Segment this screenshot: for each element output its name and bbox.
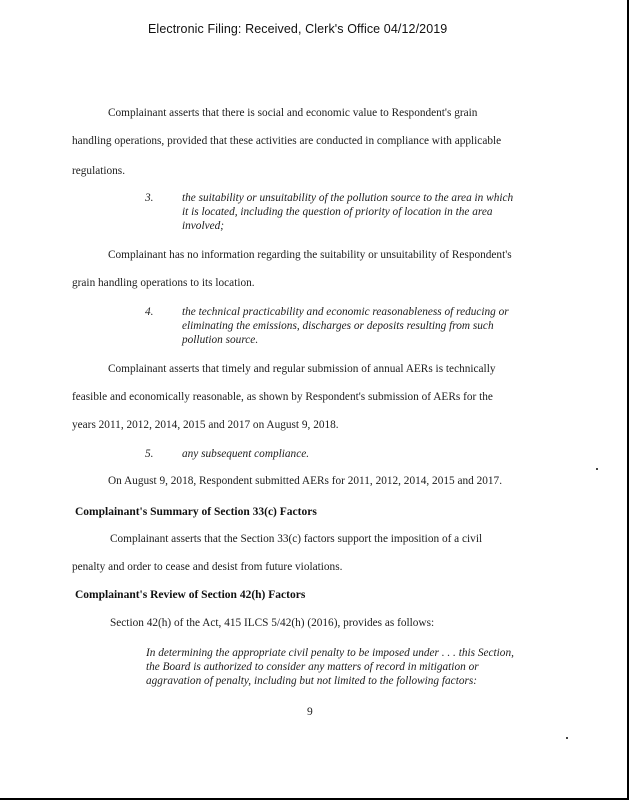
quote-line2: the Board is authorized to consider any matters of record in mitigation or xyxy=(146,661,479,673)
quote-line1: In determining the appropriate civil penalty to be imposed under . . . this Section, xyxy=(146,647,514,659)
para1-line1: Complainant asserts that there is social and economic value to Respondent's grain xyxy=(108,107,478,119)
item4-line1: the technical practicability and economic reasonableness of reducing or xyxy=(182,306,509,318)
para3-line1: Complainant asserts that timely and regular submission of annual AERs is technically xyxy=(108,363,496,375)
para5-line2: penalty and order to cease and desist from future violations. xyxy=(72,561,343,573)
item3-line1: the suitability or unsuitability of the pollution source to the area in which xyxy=(182,192,514,204)
para2-line1: Complainant has no information regarding the suitability or unsuitability of Respondent's xyxy=(108,249,512,261)
para5-line1: Complainant asserts that the Section 33(c) factors support the imposition of a civil xyxy=(110,533,483,545)
section-heading-42h: Complainant's Review of Section 42(h) Factors xyxy=(75,589,306,601)
item4-line3: pollution source. xyxy=(182,334,259,346)
para3-line3: years 2011, 2012, 2014, 2015 and 2017 on August 9, 2018. xyxy=(72,419,339,431)
para3-line2: feasible and economically reasonable, as shown by Respondent's submission of AERs for the xyxy=(72,391,493,403)
scan-speck xyxy=(566,737,568,739)
item4-line2: eliminating the emissions, discharges or deposits resulting from such xyxy=(182,320,494,332)
item5-text: any subsequent compliance. xyxy=(182,448,310,460)
para2-line2: grain handling operations to its location. xyxy=(72,277,255,289)
item4-number: 4. xyxy=(145,306,154,318)
page-number: 9 xyxy=(307,706,313,718)
item3-line2: it is located, including the question of priority of location in the area xyxy=(182,206,493,218)
para6-line1: Section 42(h) of the Act, 415 ILCS 5/42(h) (2016), provides as follows: xyxy=(110,617,435,629)
para1-line3: regulations. xyxy=(72,165,126,177)
para1-line2: handling operations, provided that these activities are conducted in compliance with applicable xyxy=(72,135,502,147)
filing-stamp: Electronic Filing: Received, Clerk's Office 04/12/2019 xyxy=(148,22,448,36)
item3-number: 3. xyxy=(145,192,154,204)
item5-number: 5. xyxy=(145,448,154,460)
item3-line3: involved; xyxy=(182,220,225,232)
para4-line1: On August 9, 2018, Respondent submitted AERs for 2011, 2012, 2014, 2015 and 2017. xyxy=(108,475,503,487)
section-heading-33c: Complainant's Summary of Section 33(c) Factors xyxy=(75,506,317,518)
scan-speck xyxy=(596,468,598,470)
quote-line3: aggravation of penalty, including but not limited to the following factors: xyxy=(146,675,478,687)
